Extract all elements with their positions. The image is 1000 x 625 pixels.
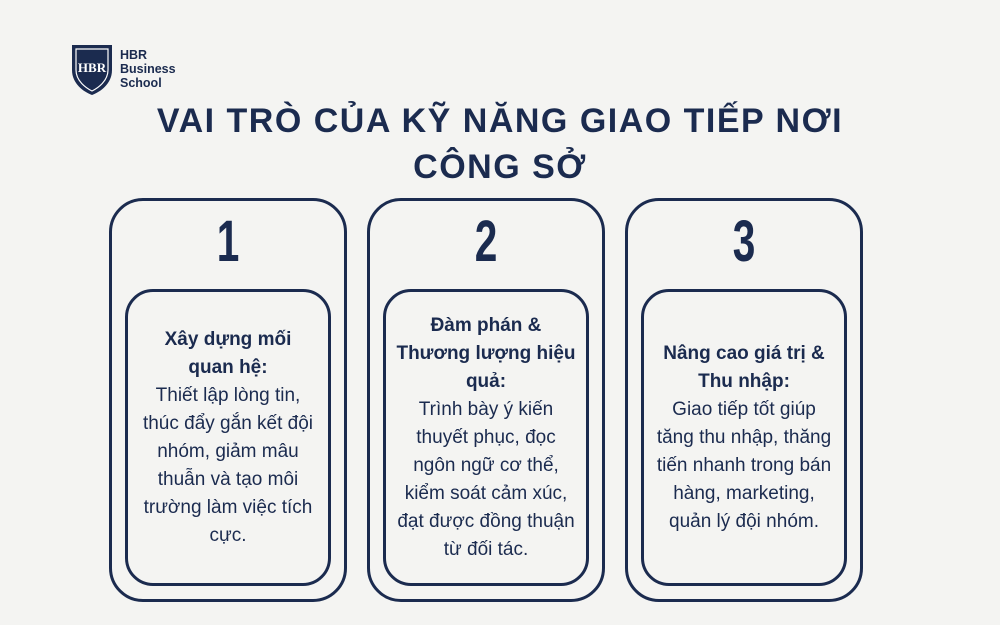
card-content [383,289,589,586]
card-heading: Đàm phán & Thương lượng hiệu quả: [396,314,576,392]
shield-icon [70,42,114,96]
card-heading: Nâng cao giá trị & Thu nhập: [663,342,825,392]
logo-monogram: HBR [77,60,107,75]
card-body: Giao tiếp tốt giúp tăng thu nhập, thăng tiến nhanh trong bán hàng, marketing, quản lý đội nhóm. [656,398,832,532]
card-number: 2 [474,209,498,274]
card-body: Thiết lập lòng tin, thúc đẩy gắn kết đội nhóm, giảm mâu thuẫn và tạo môi trường làm việc tích cực. [142,384,314,546]
card-number: 1 [216,209,240,274]
card-content [641,289,847,586]
card-2 [367,198,605,602]
brand-logo [70,42,210,96]
card-body: Trình bày ý kiến thuyết phục, đọc ngôn ngữ cơ thể, kiểm soát cảm xúc, đạt được đồng thuận từ đối tác. [397,398,575,560]
page-title: VAI TRÒ CỦA KỸ NĂNG GIAO TIẾP NƠI CÔNG SỞ [156,102,844,186]
card-3 [625,198,863,602]
card-number: 3 [732,209,756,274]
card-heading: Xây dựng mối quan hệ: [164,328,292,378]
card-1 [109,198,347,602]
card-content [125,289,331,586]
logo-text: HBR Business School [120,48,176,90]
